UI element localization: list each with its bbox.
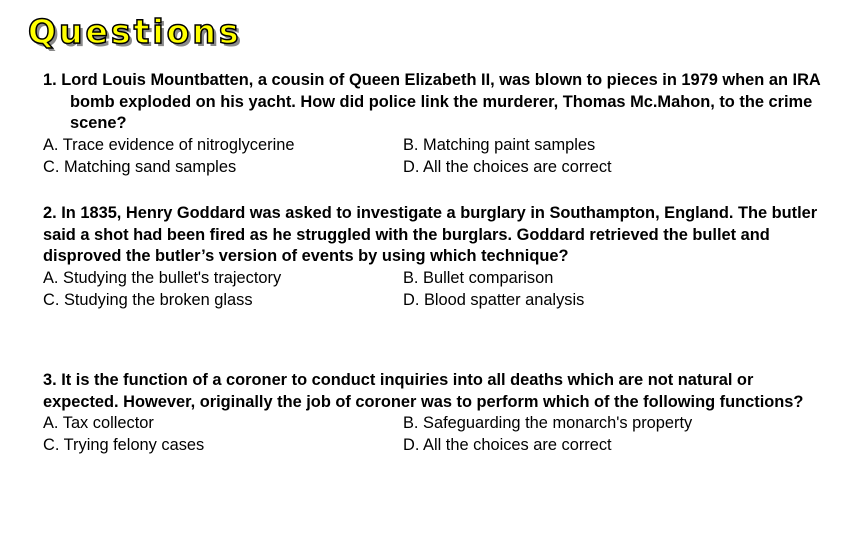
page-title: Questions <box>28 12 242 51</box>
question-stem: 2. In 1835, Henry Goddard was asked to investigate a burglary in Southampton, England. The butler said a shot had been fired as he struggled with the burglars. Goddard retrieved the bullet and disproved the butler’s version of events by using which technique? <box>43 204 818 266</box>
option-a: A. Tax collector <box>43 414 154 433</box>
option-a: A. Trace evidence of nitroglycerine <box>43 136 295 155</box>
option-b: B. Matching paint samples <box>403 136 596 155</box>
option-b: B. Bullet comparison <box>403 269 554 288</box>
option-d: D. All the choices are correct <box>403 436 612 455</box>
answer-options <box>43 135 823 178</box>
answer-options <box>43 268 823 311</box>
option-c: C. Matching sand samples <box>43 157 237 176</box>
answer-options <box>43 413 823 456</box>
option-a: A. Studying the bullet's trajectory <box>43 269 282 288</box>
option-d: D. Blood spatter analysis <box>403 290 585 309</box>
question-1 <box>43 70 823 179</box>
question-2 <box>43 203 823 312</box>
question-stem: 3. It is the function of a coroner to conduct inquiries into all deaths which are not natural or expected. However, originally the job of coroner was to perform which of the following functions? <box>43 371 804 411</box>
question-stem: 1. Lord Louis Mountbatten, a cousin of Queen Elizabeth II, was blown to pieces in 1979 when an IRA bomb exploded on his yacht. How did police link the murderer, Thomas Mc.Mahon, to the crime scene? <box>43 71 821 133</box>
question-3 <box>43 370 823 457</box>
option-b: B. Safeguarding the monarch's property <box>403 414 693 433</box>
option-c: C. Studying the broken glass <box>43 290 253 309</box>
option-c: C. Trying felony cases <box>43 436 205 455</box>
option-d: D. All the choices are correct <box>403 157 612 176</box>
